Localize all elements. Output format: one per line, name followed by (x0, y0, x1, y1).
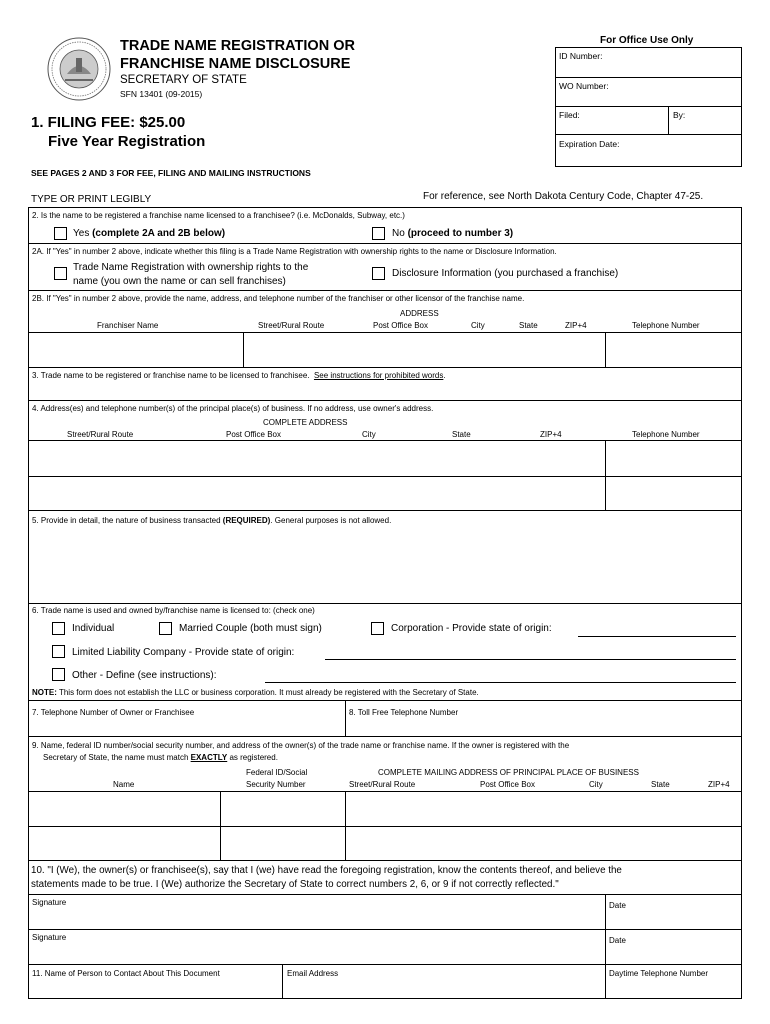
signature-input-2[interactable] (29, 944, 604, 963)
q9-col-street: Street/Rural Route (349, 780, 416, 789)
q6-other-label: Other - Define (see instructions): (72, 670, 217, 681)
office-use-title: For Office Use Only (600, 35, 694, 46)
date-input-1[interactable] (606, 912, 741, 928)
q2-question: 2. Is the name to be registered a franchise name licensed to a franchisee? (i.e. McDonalds, Subway, etc.) (32, 211, 405, 220)
q6-married-couple-checkbox[interactable] (159, 622, 172, 635)
q4-address-input-2[interactable] (29, 477, 604, 509)
q4-phone-input-1[interactable] (606, 441, 741, 475)
office-use-box (555, 47, 742, 167)
q4-col-phone: Telephone Number (632, 430, 700, 439)
q9-col-fedid-line2: Security Number (246, 780, 306, 789)
q11-email-input[interactable] (283, 980, 604, 998)
q9-col-name: Name (113, 780, 135, 789)
q9-col-state: State (651, 780, 670, 789)
q11-contact-label: 11. Name of Person to Contact About This Document (32, 969, 220, 978)
q2b-col-zip: ZIP+4 (565, 321, 587, 330)
q2b-col-city: City (471, 321, 485, 330)
q6-corporation-state-line[interactable] (578, 636, 736, 637)
registration-term: Five Year Registration (48, 133, 206, 150)
id-number-label: ID Number: (559, 51, 603, 61)
q6-question: 6. Trade name is used and owned by/franchise name is licensed to: (check one) (32, 606, 315, 615)
instructions-note: SEE PAGES 2 AND 3 FOR FEE, FILING AND MAILING INSTRUCTIONS (31, 168, 311, 178)
q6-llc-label: Limited Liability Company - Provide state of origin: (72, 647, 295, 658)
q7-label: 7. Telephone Number of Owner or Franchisee (32, 708, 195, 717)
filing-fee: 1. FILING FEE: $25.00 (31, 114, 186, 131)
signature-input-1[interactable] (29, 909, 604, 928)
q8-label: 8. Toll Free Telephone Number (349, 708, 459, 717)
q4-col-state: State (452, 430, 471, 439)
date-label-2: Date (609, 936, 626, 945)
q11-phone-input[interactable] (606, 980, 741, 998)
q6-corporation-label: Corporation - Provide state of origin: (391, 623, 552, 634)
q2b-col-franchiser: Franchiser Name (97, 321, 159, 330)
signature-label-1: Signature (32, 898, 67, 907)
q4-col-city: City (362, 430, 376, 439)
form-title-line1: TRADE NAME REGISTRATION OR (120, 38, 355, 54)
by-label: By: (673, 110, 686, 120)
q4-col-pobox: Post Office Box (226, 430, 281, 439)
q6-note: NOTE: This form does not establish the LLC or business corporation. It must already be registered with the Secretary of State. (32, 688, 479, 697)
signature-label-2: Signature (32, 933, 67, 942)
q6-individual-checkbox[interactable] (52, 622, 65, 635)
q3-trade-name-input[interactable] (29, 383, 741, 399)
q4-complete-address: COMPLETE ADDRESS (263, 418, 348, 427)
form-title-line2: FRANCHISE NAME DISCLOSURE (120, 56, 351, 72)
q4-phone-input-2[interactable] (606, 477, 741, 509)
q6-other-checkbox[interactable] (52, 668, 65, 681)
wo-number-label: WO Number: (559, 81, 609, 91)
q4-address-input-1[interactable] (29, 441, 604, 475)
q2b-franchiser-name-input[interactable] (29, 333, 242, 366)
q2-no-label: No (proceed to number 3) (392, 228, 514, 239)
code-reference: For reference, see North Dakota Century Code, Chapter 47-25. (423, 191, 704, 202)
q9-mailing-address-input-2[interactable] (346, 827, 741, 859)
q7-phone-input[interactable] (29, 719, 344, 735)
q2b-address-header: ADDRESS (400, 309, 439, 318)
q2b-col-state: State (519, 321, 538, 330)
prohibited-words-link[interactable]: See instructions for prohibited words (313, 371, 444, 380)
q11-phone-label: Daytime Telephone Number (609, 969, 709, 978)
q9-complete-mailing: COMPLETE MAILING ADDRESS OF PRINCIPAL PLACE OF BUSINESS (378, 768, 639, 777)
expiration-date-label: Expiration Date: (559, 139, 620, 149)
q9-col-zip: ZIP+4 (708, 780, 730, 789)
q2a-question: 2A. If "Yes" in number 2 above, indicate whether this filing is a Trade Name Registration with ownership rights to the name or Disclosure Information. (32, 247, 557, 256)
q9-mailing-address-input-1[interactable] (346, 792, 741, 825)
date-input-2[interactable] (606, 947, 741, 963)
filed-label: Filed: (559, 110, 580, 120)
q9-fedid-input-1[interactable] (221, 792, 344, 825)
q9-col-fedid-line1: Federal ID/Social (246, 768, 308, 777)
q3-question: 3. Trade name to be registered or franchise name to be licensed to franchisee. See instructions for prohibited words. (32, 371, 446, 380)
q2b-col-phone: Telephone Number (632, 321, 700, 330)
q9-question-line2: Secretary of State, the name must match EXACTLY as registered. (43, 753, 278, 762)
q2b-phone-input[interactable] (606, 333, 741, 366)
q8-toll-free-input[interactable] (346, 719, 741, 735)
q6-llc-state-line[interactable] (325, 659, 736, 660)
q4-col-street: Street/Rural Route (67, 430, 134, 439)
q2a-trade-name-line2: name (you own the name or can sell franchises) (73, 276, 286, 287)
state-seal-logo (45, 36, 113, 102)
date-label-1: Date (609, 901, 626, 910)
form-number: SFN 13401 (09-2015) (120, 89, 203, 99)
q4-col-zip: ZIP+4 (540, 430, 562, 439)
q4-question: 4. Address(es) and telephone number(s) of the principal place(s) of business. If no address, use owner's address. (32, 404, 434, 413)
q6-individual-label: Individual (72, 623, 115, 634)
q2-yes-label: Yes (complete 2A and 2B below) (73, 228, 226, 239)
q2b-col-street: Street/Rural Route (258, 321, 325, 330)
q6-corporation-checkbox[interactable] (371, 622, 384, 635)
q9-question-line1: 9. Name, federal ID number/social security number, and address of the owner(s) of the trade name or franchise name. If the owner is registered with the (32, 741, 570, 750)
q10-statement-line2: statements made to be true. I (We) authorize the Secretary of State to correct numbers 2, 6, or 9 if not correctly reflected." (31, 879, 559, 890)
agency-name: SECRETARY OF STATE (120, 74, 247, 86)
q9-fedid-input-2[interactable] (221, 827, 344, 859)
q6-llc-checkbox[interactable] (52, 645, 65, 658)
q2a-trade-name-checkbox[interactable] (54, 267, 67, 280)
q2b-question: 2B. If "Yes" in number 2 above, provide the name, address, and telephone number of the franchiser or other licensor of the franchise name. (32, 294, 525, 303)
q11-email-label: Email Address (287, 969, 339, 978)
q2a-trade-name-line1: Trade Name Registration with ownership rights to the (73, 262, 309, 273)
q5-business-nature-input[interactable] (29, 530, 741, 602)
q9-owner-name-input-2[interactable] (29, 827, 219, 859)
type-or-print: TYPE OR PRINT LEGIBLY (31, 194, 152, 205)
q2b-col-pobox: Post Office Box (373, 321, 428, 330)
q9-col-pobox: Post Office Box (480, 780, 535, 789)
q2-yes-checkbox[interactable] (54, 227, 67, 240)
q2-no-checkbox[interactable] (372, 227, 385, 240)
q11-contact-name-input[interactable] (29, 980, 281, 998)
q2b-address-input[interactable] (244, 333, 604, 366)
q9-owner-name-input-1[interactable] (29, 792, 219, 825)
q2a-disclosure-label: Disclosure Information (you purchased a franchise) (392, 268, 619, 279)
q2a-disclosure-checkbox[interactable] (372, 267, 385, 280)
q9-col-city: City (589, 780, 603, 789)
q10-statement-line1: 10. "I (We), the owner(s) or franchisee(s), say that I (we) have read the foregoing registration, know the contents thereof, and believe the (31, 865, 622, 876)
q6-other-define-line[interactable] (265, 682, 736, 683)
q5-question: 5. Provide in detail, the nature of business transacted (REQUIRED). General purposes is not allowed. (32, 516, 392, 525)
q6-married-couple-label: Married Couple (both must sign) (179, 623, 322, 634)
